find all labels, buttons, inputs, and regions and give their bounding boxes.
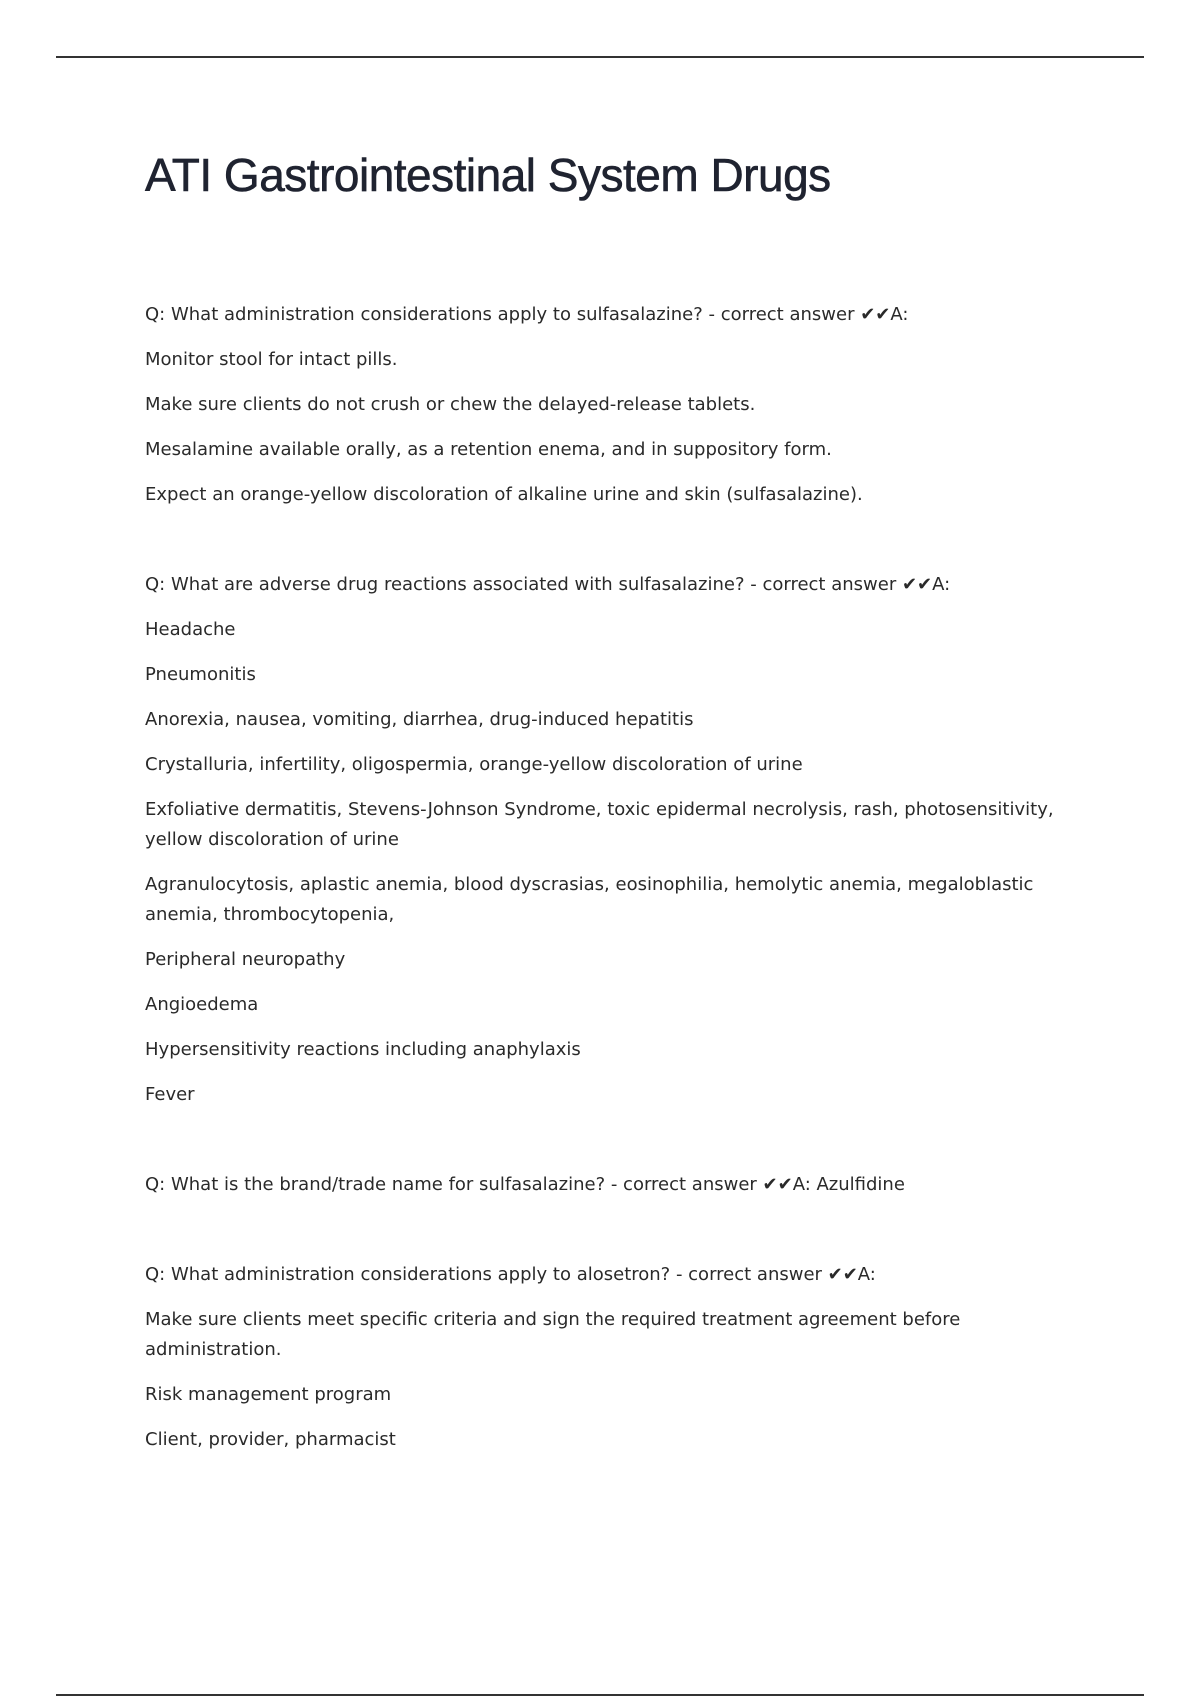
qa-item-2 — [145, 570, 1065, 1110]
qa-item-1 — [145, 300, 1065, 510]
answer-line: Fever — [145, 1084, 195, 1105]
answer-line: Make sure clients do not crush or chew the delayed-release tablets. — [145, 394, 756, 415]
qa-item-4 — [145, 1260, 1065, 1455]
answer-line: Make sure clients meet specific criteria and sign the required treatment agreement before administration. — [145, 1309, 961, 1360]
answer-line: Crystalluria, infertility, oligospermia, orange-yellow discoloration of urine — [145, 754, 803, 775]
answer-line: Agranulocytosis, aplastic anemia, blood dyscrasias, eosinophilia, hemolytic anemia, megaloblastic anemia, thrombocytopenia, — [145, 874, 1034, 925]
question-text: Q: What is the brand/trade name for sulfasalazine? - correct answer ✔✔A: Azulfidine — [145, 1174, 905, 1195]
answer-line: Mesalamine available orally, as a retention enema, and in suppository form. — [145, 439, 832, 460]
answer-line: Anorexia, nausea, vomiting, diarrhea, drug-induced hepatitis — [145, 709, 694, 730]
answer-line: Hypersensitivity reactions including anaphylaxis — [145, 1039, 581, 1060]
top-rule — [56, 56, 1144, 58]
document-body — [145, 140, 1065, 1515]
answer-line: Angioedema — [145, 994, 259, 1015]
question-text: Q: What administration considerations apply to alosetron? - correct answer ✔✔A: — [145, 1264, 876, 1285]
question-text: Q: What administration considerations apply to sulfasalazine? - correct answer ✔✔A: — [145, 304, 909, 325]
answer-line: Peripheral neuropathy — [145, 949, 346, 970]
qa-list — [145, 300, 1065, 1455]
answer-line: Monitor stool for intact pills. — [145, 349, 398, 370]
answer-line: Risk management program — [145, 1384, 392, 1405]
qa-item-3 — [145, 1170, 1065, 1200]
answer-line: Client, provider, pharmacist — [145, 1429, 396, 1450]
bottom-rule — [56, 1694, 1144, 1696]
answer-line: Pneumonitis — [145, 664, 256, 685]
answer-line: Exfoliative dermatitis, Stevens-Johnson Syndrome, toxic epidermal necrolysis, rash, photosensitivity, yellow discoloration of urine — [145, 799, 1054, 850]
question-text: Q: What are adverse drug reactions associated with sulfasalazine? - correct answer ✔✔A: — [145, 574, 951, 595]
answer-line: Expect an orange-yellow discoloration of alkaline urine and skin (sulfasalazine). — [145, 484, 863, 505]
answer-line: Headache — [145, 619, 236, 640]
page-title: ATI Gastrointestinal System Drugs — [145, 149, 831, 201]
